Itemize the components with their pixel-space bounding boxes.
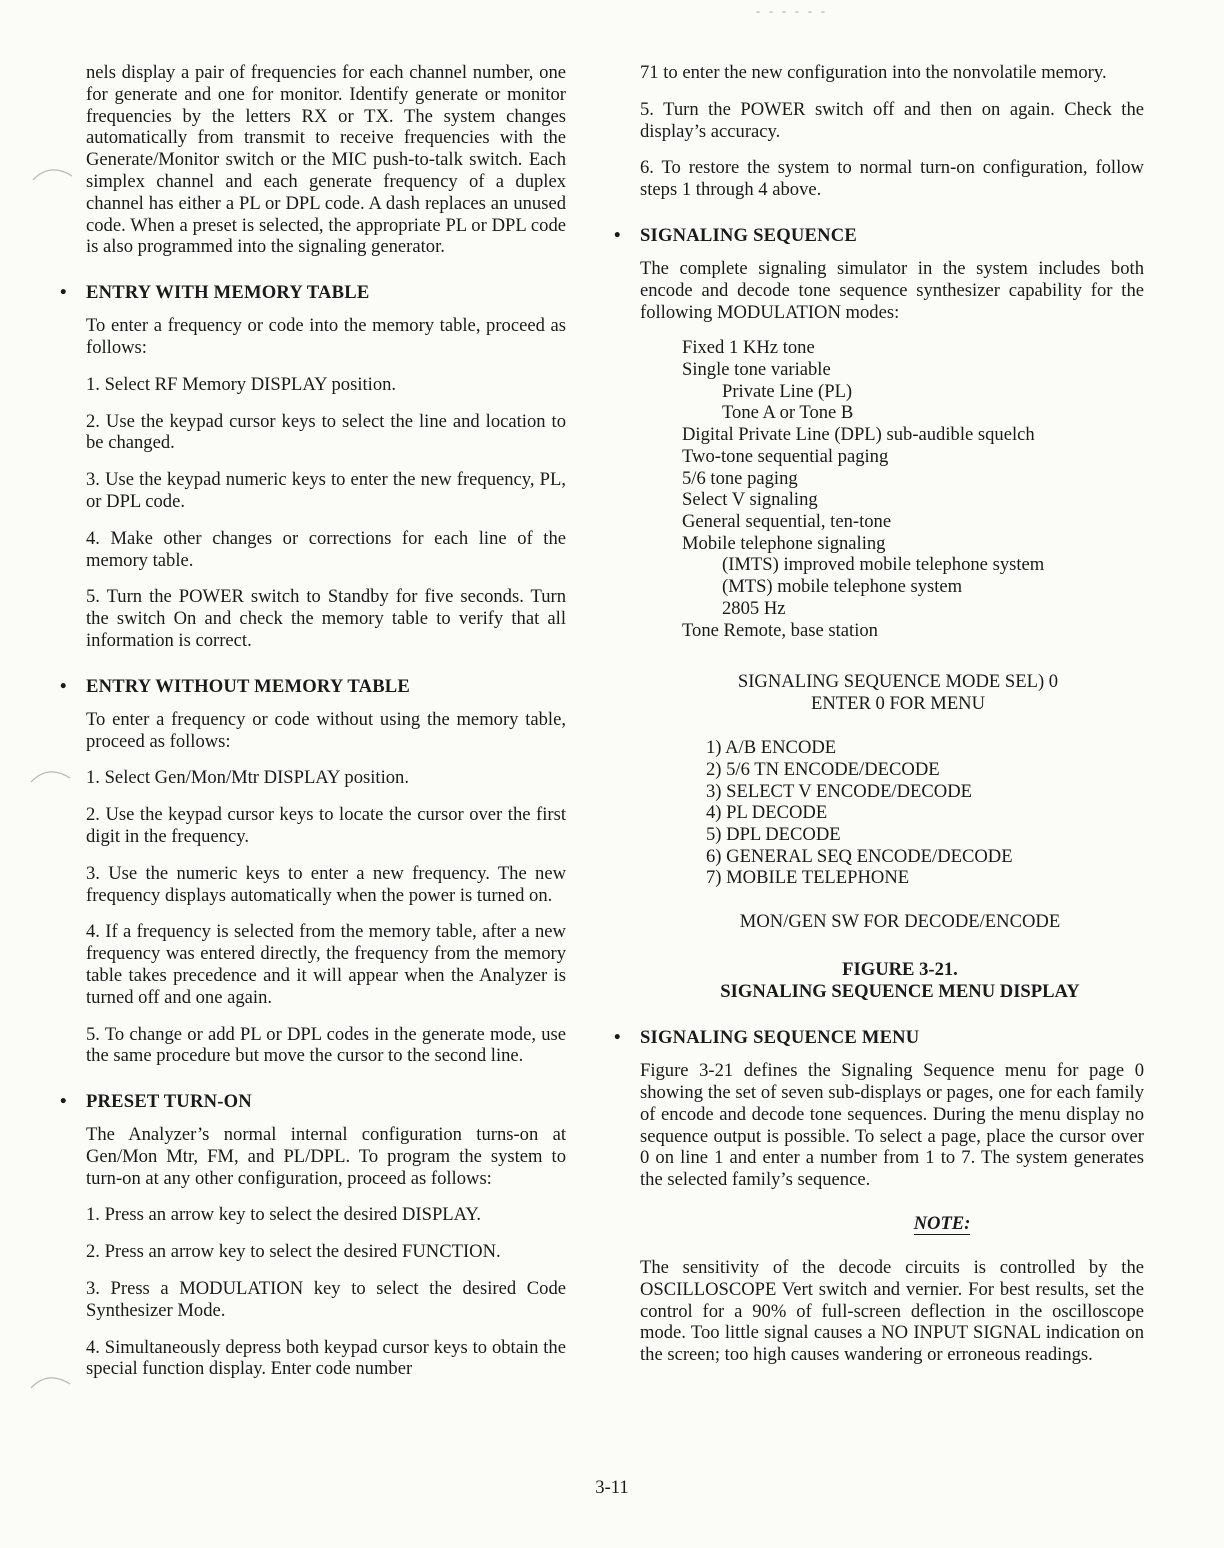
figure-caption-number: FIGURE 3-21. [842, 959, 958, 981]
mode-item: 2805 Hz [722, 597, 786, 619]
step: 2. Press an arrow key to select the desired FUNCTION. [86, 1241, 501, 1263]
bullet-icon: • [60, 675, 67, 697]
menu-display-footer: MON/GEN SW FOR DECODE/ENCODE [739, 911, 1061, 933]
mode-item: (MTS) mobile telephone system [722, 576, 963, 598]
bullet-icon: • [614, 224, 621, 246]
menu-item: 7) MOBILE TELEPHONE [706, 867, 910, 889]
heading-text: PRESET TURN-ON [86, 1091, 252, 1113]
step: 4. If a frequency is selected from the memory table, after a new frequency was entered directly, the frequency from the memory table takes precedence and it will appear when the Analyzer is turned off and one again. [86, 921, 566, 1008]
figure-caption-title: SIGNALING SEQUENCE MENU DISPLAY [720, 981, 1080, 1003]
menu-item: 4) PL DECODE [706, 802, 828, 824]
step: 5. Turn the POWER switch off and then on again. Check the display’s accuracy. [640, 98, 1144, 142]
top-scan-mark: - - - - - - [756, 4, 828, 18]
note-label [640, 1213, 1144, 1235]
step: 5. To change or add PL or DPL codes in the generate mode, use the same procedure but move the cursor to the second line. [86, 1023, 566, 1067]
step: 1. Press an arrow key to select the desired DISPLAY. [86, 1204, 482, 1226]
binder-hole-mark [26, 1358, 76, 1398]
section-heading [60, 282, 566, 304]
bullet-icon: • [614, 1027, 621, 1049]
bullet-icon: • [60, 1091, 67, 1113]
menu-item: 1) A/B ENCODE [706, 737, 837, 759]
mode-item: Fixed 1 KHz tone [682, 337, 815, 359]
step: 3. Press a MODULATION key to select the desired Code Synthesizer Mode. [86, 1278, 566, 1321]
mode-item: Digital Private Line (DPL) sub-audible squelch [682, 424, 1035, 446]
mode-item: Single tone variable [682, 359, 831, 381]
mode-item: Private Line (PL) [722, 380, 853, 402]
intro-paragraph: nels display a pair of frequencies for each channel number, one for generate and one for monitor. Identify generate or monitor frequencies by the letters RX or TX. The system changes automatically from transmit to receive frequencies with the Generate/Monitor switch or the MIC push-to-talk switch. Each simplex channel and each generate frequency of a duplex channel has either a PL or DPL code. A dash replaces an unused code. When a preset is selected, the appropriate PL or DPL code is also programmed into the signaling generator. [86, 62, 566, 258]
note-label-text: NOTE: [913, 1212, 971, 1234]
paragraph: To enter a frequency or code without using the memory table, proceed as follows: [86, 708, 566, 752]
paragraph: The complete signaling simulator in the system includes both encode and decode tone sequence synthesizer capability for the following MODULATION modes: [640, 257, 1144, 323]
mode-item: 5/6 tone paging [682, 467, 798, 489]
modulation-mode-list [682, 337, 1144, 641]
paragraph: The Analyzer’s normal internal configuration turns-on at Gen/Mon Mtr, FM, and PL/DPL. To program the system to turn-on at any other configuration, proceed as follows: [86, 1124, 566, 1189]
mode-item: General sequential, ten-tone [682, 511, 892, 532]
menu-item: 5) DPL DECODE [706, 824, 841, 846]
page-number: 3-11 [595, 1477, 629, 1498]
menu-item: 3) SELECT V ENCODE/DECODE [706, 780, 972, 802]
step: 3. Use the keypad numeric keys to enter the new frequency, PL, or DPL code. [86, 469, 566, 512]
step: 1. Select RF Memory DISPLAY position. [86, 373, 397, 395]
mode-item: Tone Remote, base station [682, 619, 878, 641]
section-heading [614, 1027, 1144, 1049]
menu-item-list [706, 737, 1144, 889]
step: 2. Use the keypad cursor keys to select the line and location to be changed. [86, 410, 566, 454]
paragraph: 71 to enter the new configuration into the nonvolatile memory. [640, 62, 1107, 83]
step: 4. Simultaneously depress both keypad cursor keys to obtain the special function display. Enter code number [86, 1336, 566, 1380]
left-column [60, 62, 566, 1395]
mode-item: Select V signaling [682, 489, 818, 511]
right-column [614, 62, 1144, 1366]
section-heading [60, 676, 566, 698]
step: 3. Use the numeric keys to enter a new frequency. The new frequency displays automatically when the power is turned on. [86, 862, 566, 906]
heading-text: SIGNALING SEQUENCE [640, 224, 857, 246]
section-heading [614, 225, 1144, 247]
paragraph: To enter a frequency or code into the memory table, proceed as follows: [86, 315, 566, 358]
menu-item: 2) 5/6 TN ENCODE/DECODE [706, 758, 940, 780]
mode-item: (IMTS) improved mobile telephone system [722, 554, 1045, 576]
mode-item: Two-tone sequential paging [682, 445, 889, 467]
step: 1. Select Gen/Mon/Mtr DISPLAY position. [86, 767, 409, 789]
heading-text: ENTRY WITHOUT MEMORY TABLE [86, 675, 410, 697]
step: 6. To restore the system to normal turn-on configuration, follow steps 1 through 4 above. [640, 157, 1144, 201]
step: 4. Make other changes or corrections for each line of the memory table. [86, 527, 566, 571]
binder-hole-mark [26, 752, 76, 792]
step: 2. Use the keypad cursor keys to locate the cursor over the first digit in the frequency. [86, 804, 566, 847]
menu-display-line: SIGNALING SEQUENCE MODE SEL) 0 [737, 671, 1059, 693]
menu-display-line: ENTER 0 FOR MENU [810, 693, 986, 715]
section-heading [60, 1091, 566, 1113]
heading-text: SIGNALING SEQUENCE MENU [640, 1027, 920, 1049]
bullet-icon: • [60, 282, 67, 304]
paragraph: Figure 3-21 defines the Signaling Sequence menu for page 0 showing the set of seven sub-displays or pages, one for each family of encode and decode tone sequences. During the menu display no sequence output is possible. To select a page, place the cursor over 0 on line 1 and enter a number from 1 to 7. The system generates the selected family’s sequence. [640, 1060, 1144, 1191]
menu-item: 6) GENERAL SEQ ENCODE/DECODE [706, 845, 1013, 867]
heading-text: ENTRY WITH MEMORY TABLE [86, 282, 370, 304]
note-paragraph: The sensitivity of the decode circuits is controlled by the OSCILLOSCOPE Vert switch and vernier. For best results, set the control for a 90% of full-screen deflection in the oscilloscope mode. Too little signal causes a NO INPUT SIGNAL indication on the screen; too high causes wandering or erroneous readings. [640, 1256, 1144, 1366]
menu-display-figure [640, 671, 1144, 933]
step: 5. Turn the POWER switch to Standby for five seconds. Turn the switch On and check the memory table to verify that all information is correct. [86, 586, 566, 651]
mode-item: Tone A or Tone B [722, 402, 854, 424]
mode-item: Mobile telephone signaling [682, 532, 886, 554]
binder-hole-mark [28, 150, 78, 190]
